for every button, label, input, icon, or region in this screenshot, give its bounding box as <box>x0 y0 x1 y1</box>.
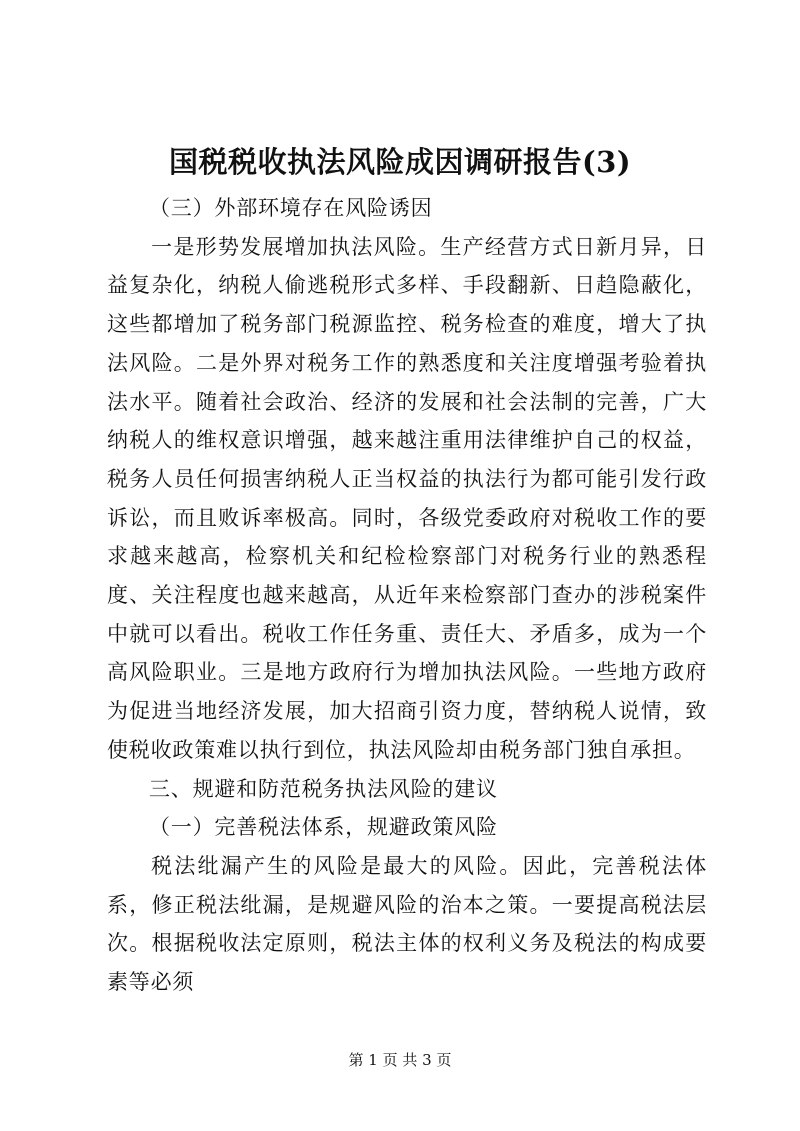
document-body <box>107 189 707 1002</box>
subsection-heading-improve-tax-law: （一）完善税法体系，规避政策风险 <box>149 815 498 840</box>
page-footer: 第 1 页 共 3 页 <box>348 1051 452 1069</box>
paragraph-risk-factors: 一是形势发展增加执法风险。生产经营方式日新月异，日益复杂化，纳税人偷逃税形式多样、手段翻新、日趋隐蔽化，这些都增加了税务部门税源监控、税务检查的难度，增大了执法风险。二是外界对税务工作的熟悉度和关注度增强考验着执法水平。随着社会政治、经济的发展和社会法制的完善，广大纳税人的维权意识增强，越来越注重用法律维护自己的权益，税务人员任何损害纳税人正当权益的执法行为都可能引发行政诉讼，而且败诉率极高。同时，各级党委政府对税收工作的要求越来越高，检察机关和纪检检察部门对税务行业的熟悉程度、关注程度也越来越高，从近年来检察部门查办的涉税案件中就可以看出。税收工作任务重、责任大、矛盾多，成为一个高风险职业。三是地方政府行为增加执法风险。一些地方政府为促进当地经济发展，加大招商引资力度，替纳税人说情，致使税收政策难以执行到位，执法风险却由税务部门独自承担。 <box>107 234 707 762</box>
section-heading-external-environment: （三）外部环境存在风险诱因 <box>149 196 433 220</box>
section-heading-suggestions: 三、规避和防范税务执法风险的建议 <box>149 776 498 801</box>
paragraph-tax-law-loopholes: 税法纰漏产生的风险是最大的风险。因此，完善税法体系，修正税法纰漏，是规避风险的治本之策。一要提高税法层次。根据税收法定原则，税法主体的权利义务及税法的构成要素等必须 <box>107 853 707 995</box>
document-title: 国税税收执法风险成因调研报告(3) <box>168 145 632 179</box>
